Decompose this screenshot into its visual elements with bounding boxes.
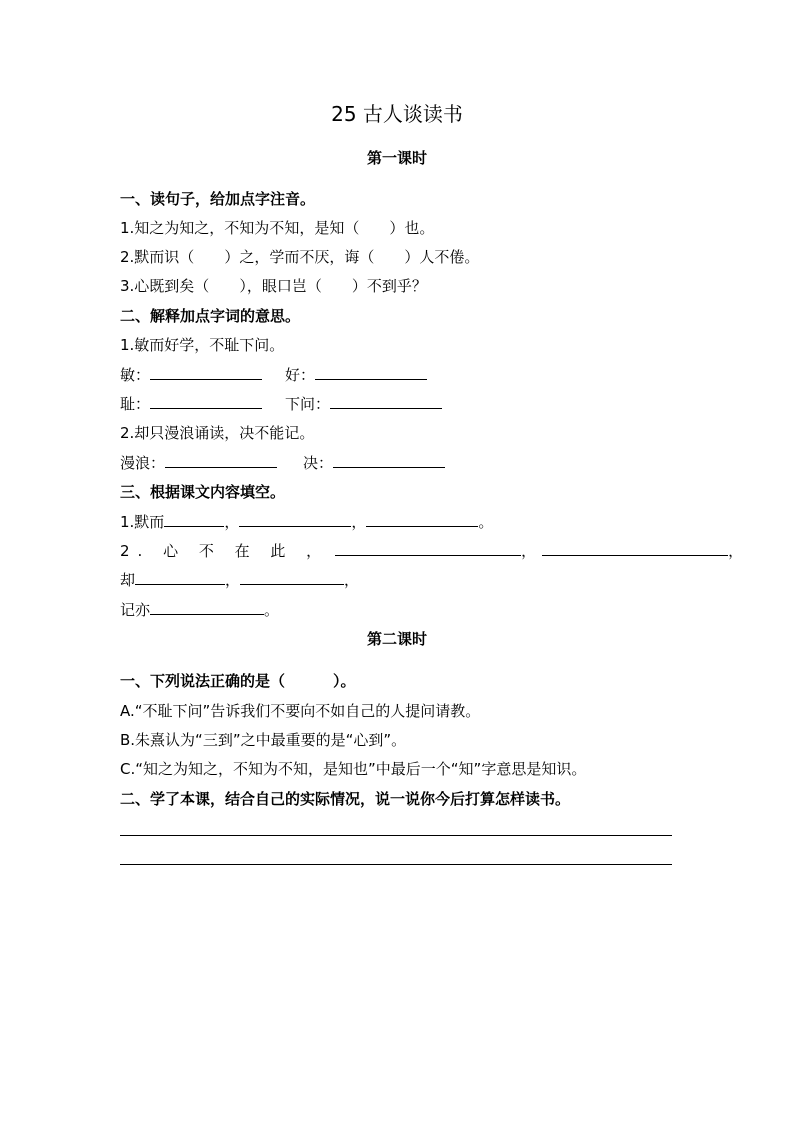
l1-q2-title: 二、解释加点字词的意思。 bbox=[120, 307, 301, 325]
answer-blank[interactable] bbox=[150, 599, 264, 615]
answer-blank[interactable] bbox=[366, 511, 478, 527]
l1-q3-item1: 1.默而 ， ， 。 bbox=[120, 513, 494, 531]
l1-q2-sentence2: 2.却只漫浪诵读，决不能记。 bbox=[120, 424, 315, 442]
l1-q3-title: 三、根据课文内容填空。 bbox=[120, 483, 286, 501]
l1-q1-title: 一、读句子，给加点字注音。 bbox=[120, 190, 316, 208]
l2-q1-option-b: B.朱熹认为“三到”之中最重要的是“心到”。 bbox=[120, 731, 407, 749]
answer-blank[interactable] bbox=[165, 452, 277, 468]
l2-q1-option-a: A.“不耻下问”告诉我们不要向不如自己的人提问请教。 bbox=[120, 702, 481, 720]
l1-q2-row3: 漫浪： 决： bbox=[120, 452, 445, 474]
l1-q3-item2-cont: 却 ， ， bbox=[120, 571, 360, 589]
answer-line[interactable] bbox=[120, 835, 672, 836]
l1-q1-item2: 2.默而识（ ）之，学而不厌，诲（ ）人不倦。 bbox=[120, 248, 480, 266]
answer-blank[interactable] bbox=[150, 364, 262, 380]
l1-q2-sentence1: 1.敏而好学，不耻下问。 bbox=[120, 336, 285, 354]
l1-q2-row2: 耻： 下问： bbox=[120, 393, 442, 415]
l1-q1-item1: 1.知之为知之，不知为不知，是知（ ）也。 bbox=[120, 219, 435, 237]
answer-blank[interactable] bbox=[239, 511, 351, 527]
l1-q3-item2-end: 记亦 。 bbox=[120, 601, 280, 619]
lesson-2-heading: 第二课时 bbox=[366, 630, 427, 648]
answer-blank[interactable] bbox=[542, 540, 728, 556]
answer-blank[interactable] bbox=[164, 511, 224, 527]
l2-q1-title: 一、下列说法正确的是（ ）。 bbox=[120, 672, 356, 690]
answer-line[interactable] bbox=[120, 864, 672, 865]
l1-q2-row1: 敏： 好： bbox=[120, 364, 427, 386]
page-title: 25 古人谈读书 bbox=[331, 102, 463, 126]
lesson-1-heading: 第一课时 bbox=[366, 149, 427, 167]
answer-blank[interactable] bbox=[335, 540, 521, 556]
answer-blank[interactable] bbox=[135, 569, 225, 585]
l2-q1-option-c: C.“知之为知之，不知为不知，是知也”中最后一个“知”字意思是知识。 bbox=[120, 760, 587, 778]
answer-blank[interactable] bbox=[330, 393, 442, 409]
answer-blank[interactable] bbox=[240, 569, 344, 585]
answer-blank[interactable] bbox=[333, 452, 445, 468]
l1-q1-item3: 3.心既到矣（ ），眼口岂（ ）不到乎？ bbox=[120, 277, 427, 295]
answer-blank[interactable] bbox=[150, 393, 262, 409]
l2-q2-title: 二、学了本课，结合自己的实际情况，说一说你今后打算怎样读书。 bbox=[120, 790, 571, 808]
answer-blank[interactable] bbox=[315, 364, 427, 380]
l1-q3-item2: 2. 心 不 在 此 ， ， ， bbox=[120, 542, 744, 560]
